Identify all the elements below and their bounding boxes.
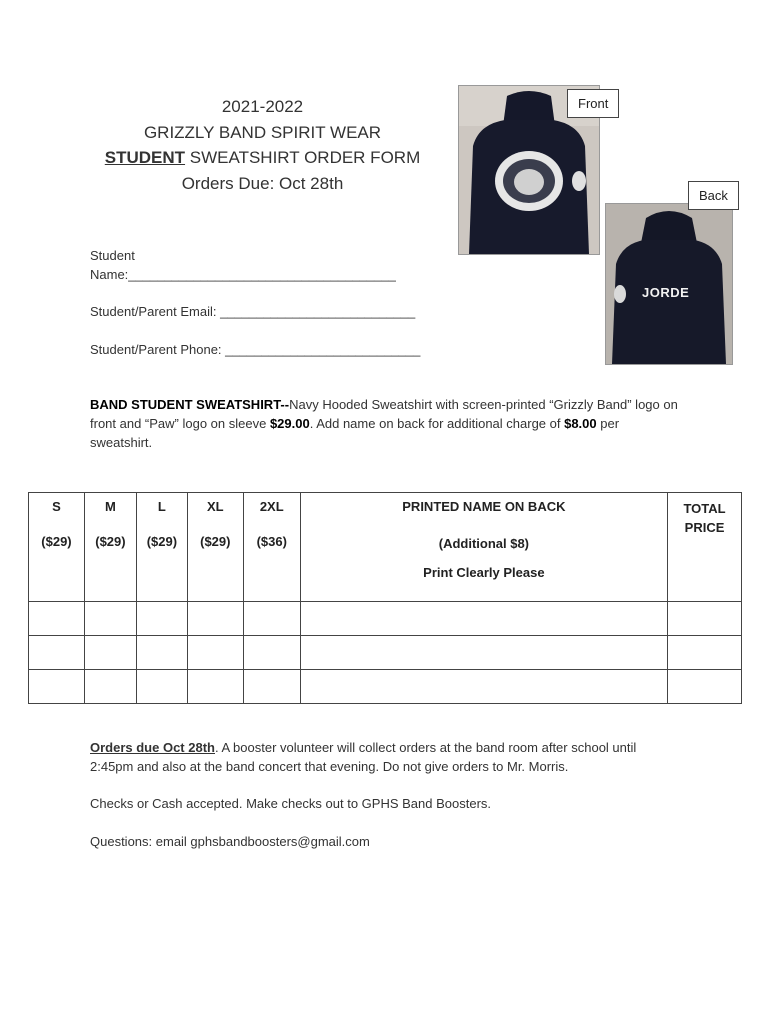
qty-cell[interactable] [84, 670, 136, 704]
qty-cell[interactable] [136, 602, 187, 636]
desc-text-1: Navy Hooded Sweatshirt with screen-printed “Grizzly Band” logo on front and “Paw” logo on sleeve [90, 397, 678, 431]
qty-cell[interactable] [243, 670, 300, 704]
qty-cell[interactable] [29, 602, 85, 636]
student-label: Student [90, 248, 135, 263]
product-title: BAND STUDENT SWEATSHIRT-- [90, 397, 290, 412]
due-notice: Orders due Oct 28th [90, 740, 215, 755]
name-col-charge: (Additional $8) [438, 536, 530, 551]
email-field[interactable]: Student/Parent Email: ___________________________ [90, 304, 416, 319]
qty-cell[interactable] [136, 636, 187, 670]
size-label: 2XL [259, 499, 284, 514]
qty-cell[interactable] [84, 636, 136, 670]
size-price: ($29) [95, 534, 126, 549]
order-table [28, 492, 742, 704]
qty-cell[interactable] [187, 602, 243, 636]
total-cell[interactable] [668, 602, 742, 636]
product-description [90, 395, 680, 452]
qty-cell[interactable] [29, 636, 85, 670]
name-label: Name:_____________________________________ [90, 267, 396, 282]
qty-cell[interactable] [187, 636, 243, 670]
size-col-2xl [243, 493, 300, 602]
size-label: M [104, 499, 116, 514]
order-instructions [90, 738, 670, 776]
qty-cell[interactable] [84, 602, 136, 636]
desc-text-3: per sweatshirt. [90, 416, 620, 450]
name-cell[interactable] [300, 602, 667, 636]
qty-cell[interactable] [243, 602, 300, 636]
size-price: ($29) [200, 534, 231, 549]
total-cell[interactable] [668, 670, 742, 704]
table-row [29, 602, 742, 636]
size-col-s [29, 493, 85, 602]
collection-info: . A booster volunteer will collect orders at the band room after school until 2:45pm and also at the band concert that evening. Do not give orders to Mr. Morris. [90, 740, 637, 774]
front-label: Front [567, 89, 619, 118]
name-cell[interactable] [300, 636, 667, 670]
phone-field[interactable]: Student/Parent Phone: ___________________________ [90, 342, 421, 357]
qty-cell[interactable] [29, 670, 85, 704]
table-row [29, 670, 742, 704]
header-subtitle [90, 145, 435, 171]
table-row [29, 636, 742, 670]
name-charge: $8.00 [564, 416, 597, 431]
table-header-row [29, 493, 742, 602]
total-col-header [668, 493, 742, 602]
back-hoodie-image [606, 204, 732, 364]
payment-info: Checks or Cash accepted. Make checks out to GPHS Band Boosters. [90, 796, 492, 811]
total-price-label: TOTAL PRICE [683, 501, 726, 535]
size-price: ($29) [146, 534, 178, 549]
size-label: XL [207, 499, 224, 514]
header-title: GRIZZLY BAND SPIRIT WEAR [143, 122, 382, 142]
size-label: L [157, 499, 166, 514]
form-header [90, 94, 435, 196]
student-word: STUDENT [104, 148, 186, 167]
name-cell[interactable] [300, 670, 667, 704]
qty-cell[interactable] [187, 670, 243, 704]
order-form-text: SWEATSHIRT ORDER FORM [185, 148, 421, 167]
back-name-print: JORDE [642, 285, 690, 300]
base-price: $29.00 [269, 416, 310, 431]
name-col-title: PRINTED NAME ON BACK [402, 499, 566, 514]
total-cell[interactable] [668, 636, 742, 670]
size-col-xl [187, 493, 243, 602]
school-year: 2021-2022 [221, 97, 304, 116]
size-price: ($36) [256, 534, 287, 549]
qty-cell[interactable] [136, 670, 187, 704]
name-col-note: Print Clearly Please [423, 565, 545, 580]
size-price: ($29) [41, 534, 72, 549]
qty-cell[interactable] [243, 636, 300, 670]
name-col-header [300, 493, 667, 602]
desc-text-2: . Add name on back for additional charge of [309, 416, 565, 431]
due-date: Orders Due: Oct 28th [181, 173, 344, 193]
student-name-field[interactable] [90, 246, 396, 284]
back-label: Back [688, 181, 739, 210]
size-col-m [84, 493, 136, 602]
size-col-l [136, 493, 187, 602]
questions-contact: Questions: email gphsbandboosters@gmail.com [90, 834, 370, 849]
size-label: S [52, 499, 61, 514]
back-photo [605, 203, 733, 365]
